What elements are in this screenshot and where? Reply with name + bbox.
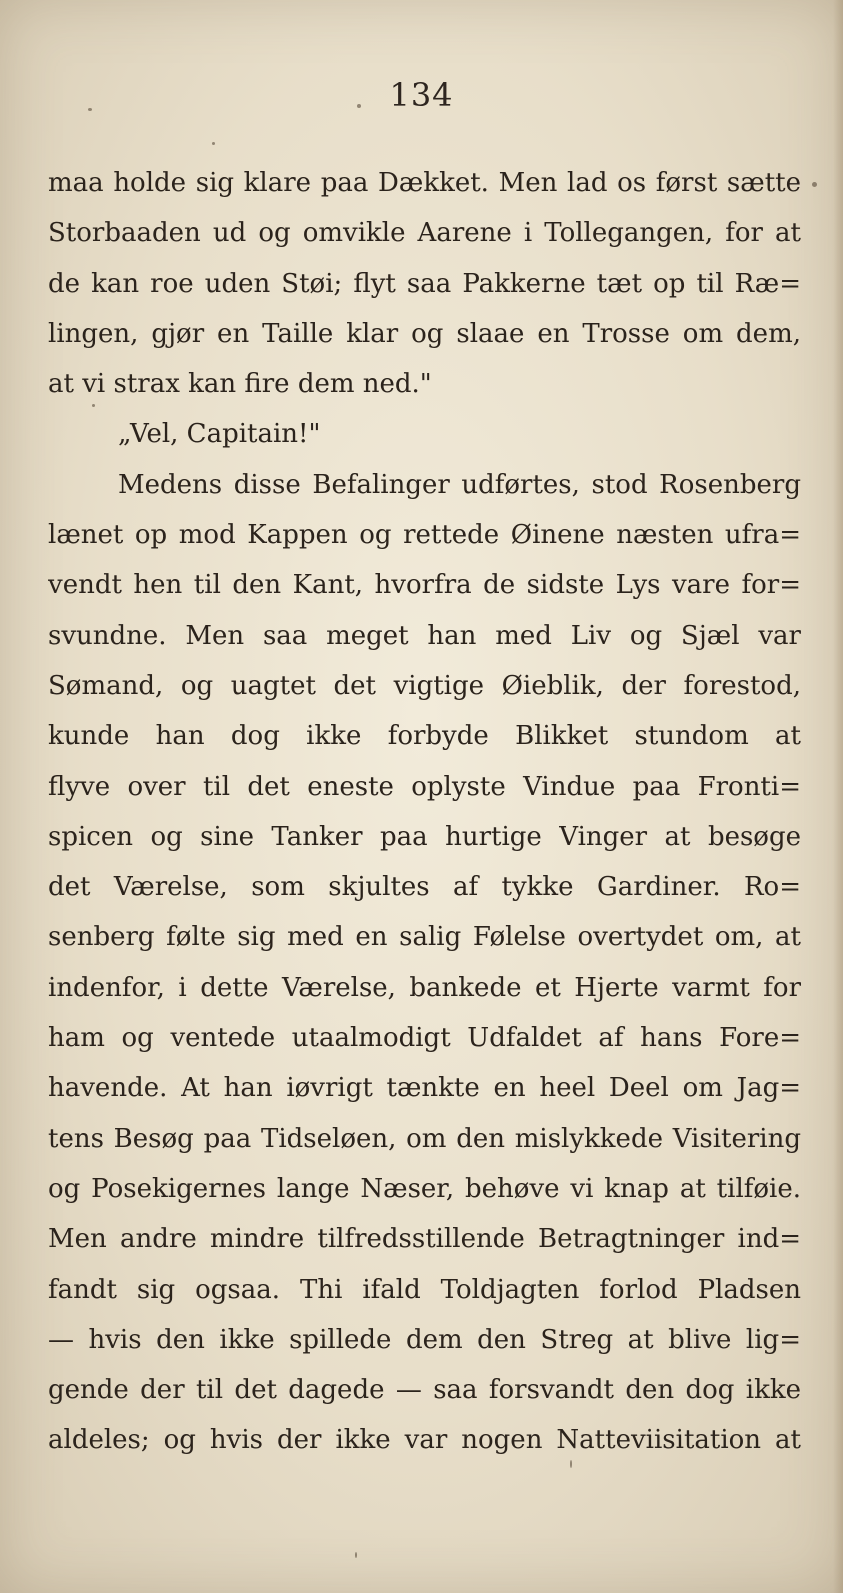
paper-speck (357, 104, 361, 108)
paper-speck (355, 1552, 357, 1558)
text-line: Sømand, og uagtet det vigtige Øieblik, der forestod, (48, 670, 801, 701)
text-line: tens Besøg paa Tidseløen, om den mislykkede Visitering (48, 1123, 801, 1154)
text-line: det Værelse, som skjultes af tykke Gardiner. Ro= (48, 872, 801, 903)
text-line: havende. At han iøvrigt tænkte en heel Deel om Jag= (48, 1073, 801, 1104)
text-line: svundne. Men saa meget han med Liv og Sjæl var (48, 620, 801, 651)
paper-speck (88, 108, 92, 111)
page-number: 134 (389, 76, 454, 114)
text-line: fandt sig ogsaa. Thi ifald Toldjagten forlod Pladsen (48, 1274, 801, 1305)
text-line: lænet op mod Kappen og rettede Øinene næsten ufra= (48, 520, 801, 551)
text-line: spicen og sine Tanker paa hurtige Vinger at besøge (48, 821, 801, 852)
text-line: indenfor, i dette Værelse, bankede et Hjerte varmt for (48, 972, 801, 1003)
text-line: Medens disse Befalinger udførtes, stod Rosenberg (118, 469, 801, 500)
text-line: og Posekigernes lange Næser, behøve vi knap at tilføie. (48, 1173, 801, 1204)
text-line: „Vel, Capitain!" (118, 419, 321, 450)
text-line: aldeles; og hvis der ikke var nogen Natteviisitation at (48, 1425, 801, 1456)
text-line: gende der til det dagede — saa forsvandt den dog ikke (48, 1375, 801, 1406)
text-line: at vi strax kan fire dem ned." (48, 369, 432, 400)
text-line: Storbaaden ud og omvikle Aarene i Tollegangen, for at (48, 218, 801, 249)
text-line: Men andre mindre tilfredsstillende Betragtninger ind= (48, 1224, 801, 1255)
page-edge-shadow (833, 0, 843, 1593)
paper-speck (812, 182, 817, 187)
text-line: — hvis den ikke spillede dem den Streg at blive lig= (48, 1324, 801, 1355)
text-line: flyve over til det eneste oplyste Vindue paa Fronti= (48, 771, 801, 802)
text-line: ham og ventede utaalmodigt Udfaldet af hans Fore= (48, 1023, 801, 1054)
paper-speck (92, 404, 95, 407)
text-line: vendt hen til den Kant, hvorfra de sidste Lys vare for= (48, 570, 801, 601)
text-line: kunde han dog ikke forbyde Blikket stundom at (48, 721, 801, 752)
body-text (48, 158, 801, 1466)
text-line: senberg følte sig med en salig Følelse overtydet om, at (48, 922, 801, 953)
paper-speck (212, 142, 215, 145)
paper-speck (570, 1460, 572, 1468)
text-line: lingen, gjør en Taille klar og slaae en Trosse om dem, (48, 318, 801, 349)
text-line: maa holde sig klare paa Dækket. Men lad os først sætte (48, 168, 801, 198)
text-line: de kan roe uden Støi; flyt saa Pakkerne tæt op til Ræ= (48, 268, 801, 299)
